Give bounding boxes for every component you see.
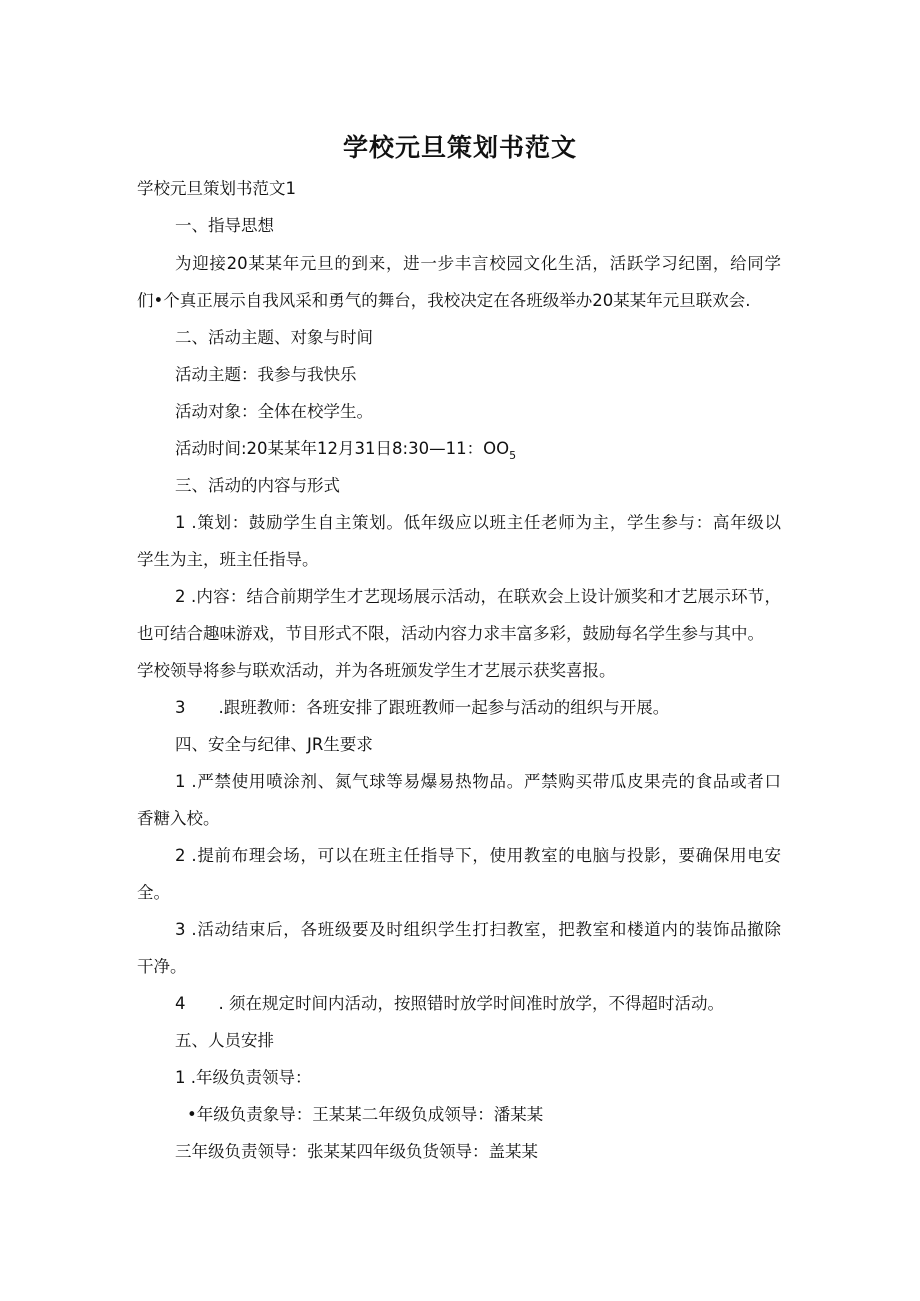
heading-guiding-idea: 一、指导思想 — [175, 216, 274, 235]
heading-theme-audience-time: 二、活动主题、对象与时间 — [175, 328, 373, 347]
paragraph-line: 们•个真正展示自我风采和勇气的舞台，我校决定在各班级举办20某某年元旦联欢会. — [137, 291, 751, 310]
list-item: 3 .跟班教师：各班安排了跟班教师一起参与活动的组织与开展。 — [175, 698, 670, 717]
paragraph-line: 活动主题：我参与我快乐 — [175, 365, 357, 384]
list-item: 1 .年级负责领导： — [175, 1068, 312, 1087]
paragraph-line — [175, 437, 516, 463]
paragraph-line: 三年级负责领导：张某某四年级负货领导：盖某某 — [175, 1142, 538, 1161]
paragraph-line: 干净。 — [137, 957, 187, 976]
list-item: 2 .内容：结合前期学生才艺现场展示活动，在联欢会上设计颁奖和才艺展示环节， — [175, 587, 781, 606]
paragraph-line: 也可结合趣味游戏，节目形式不限，活动内容力求丰富多彩，鼓励每名学生参与其中。 — [137, 624, 764, 643]
paragraph-line: 为迎接20某某年元旦的到来，进一步丰言校园文化生活，活跃学习纪圉，给同学 — [175, 254, 781, 273]
heading-content-form: 三、活动的内容与形式 — [175, 476, 340, 495]
paragraph-line: 活动对象：全体在校学生。 — [175, 402, 373, 421]
page-title: 学校元旦策划书范文 — [342, 133, 577, 162]
list-item: 4 . 须在规定时间内活动，按照错时放学时间准时放学，不得超时活动。 — [175, 994, 724, 1013]
paragraph-line: 香糖入校。 — [137, 809, 220, 828]
time-text: 活动时间:20某某年12月31日8:30—11：OO — [175, 439, 510, 458]
list-item: 1 .严禁使用喷涂剂、氮气球等易爆易热物品。严禁购买带瓜皮果壳的食品或者口 — [175, 772, 781, 791]
list-item: 1 .策划：鼓励学生自主策划。低年级应以班主任老师为主，学生参与：高年级以 — [175, 513, 781, 532]
paragraph-line: •年级负责象导：王某某二年级负成领导：潘某某 — [187, 1105, 544, 1124]
paragraph-line: 学生为主，班主任指导。 — [137, 550, 319, 569]
heading-safety-discipline: 四、安全与纪律、JR生要求 — [175, 735, 373, 754]
paragraph-line: 全。 — [137, 883, 170, 902]
section-subtitle: 学校元旦策划书范文1 — [137, 179, 296, 198]
list-item: 3 .活动结束后，各班级要及时组织学生打扫教室，把教室和楼道内的装饰品撤除 — [175, 920, 781, 939]
list-item: 2 .提前布理会场，可以在班主任指导下，使用教室的电脑与投影，要确保用电安 — [175, 846, 781, 865]
paragraph-line: 学校领导将参与联欢活动，并为各班颁发学生才艺展示获奖喜报。 — [137, 661, 616, 680]
time-subscript: 5 — [509, 449, 517, 462]
heading-staffing: 五、人员安排 — [175, 1031, 274, 1050]
